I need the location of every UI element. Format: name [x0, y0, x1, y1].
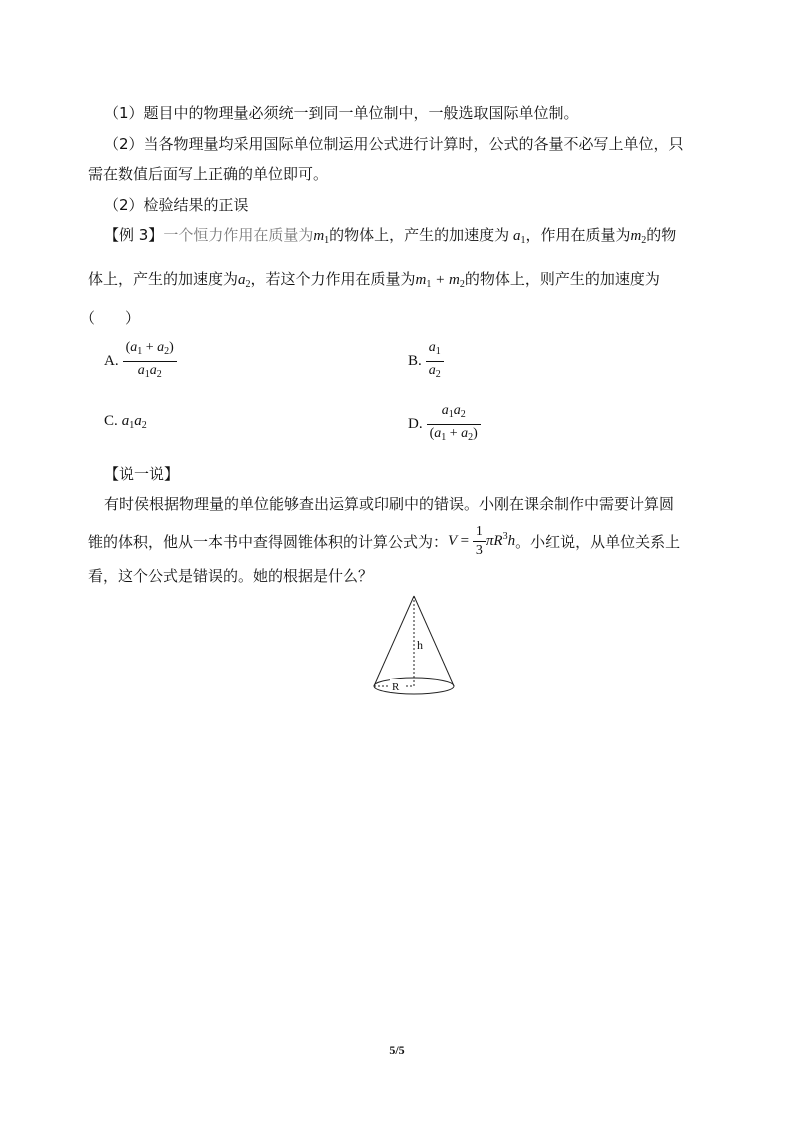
example-line-1 [104, 225, 676, 251]
page-number: 5/5 [389, 1043, 405, 1057]
example-text: 体上，产生的加速度为 [88, 270, 239, 288]
option-b-letter: B. [408, 353, 422, 369]
option-b-fraction: $\frac{a_1}{a_2}$ [426, 340, 444, 383]
example-text: 一个恒力作用在质量为 [163, 226, 314, 244]
talk-paragraph-line1: 有时侯根据物理量的单位能够查出运算或印刷中的错误。小刚在课余制作中需要计算圆 [104, 495, 675, 513]
cone-radius-label: R [392, 681, 400, 693]
example-text: ，作用在质量为 [525, 226, 631, 244]
paragraph-unit-system: （1）题目中的物理量必须统一到同一单位制中，一般选取国际单位制。 [104, 104, 579, 122]
option-c-expression: $a_1a_2$ [121, 413, 147, 431]
option-a-fraction: $\frac{(a_1 + a_2)}{a_1a_2}$ [123, 340, 177, 383]
mass-sum: $m_1 + m_2$ [415, 272, 465, 290]
accel-a1: $a_1$ [512, 228, 526, 246]
paragraph-check-result: （2）检验结果的正误 [104, 196, 249, 214]
example-line-2 [88, 269, 660, 295]
mass-m1: $m_1$ [313, 228, 330, 246]
cone-left-edge [374, 596, 414, 686]
cone-volume-formula: V = $\frac{1}{3}$ $\pi R^3h$ [448, 524, 516, 558]
paragraph-si-units-line2: 需在数值后面写上正确的单位即可。 [88, 165, 329, 183]
option-a-letter: A. [104, 353, 119, 369]
talk-text: 锥的体积，他从一本书中查得圆锥体积的计算公式为： [88, 533, 449, 551]
example-text: ，若这个力作用在质量为 [250, 270, 416, 288]
option-d-fraction: $\frac{a_1a_2}{(a_1 + a_2)}$ [427, 403, 481, 446]
option-d-letter: D. [408, 416, 423, 432]
example-text: 的物体上，产生的加速度为 [329, 226, 510, 244]
talk-text: 。小红说，从单位关系上 [515, 533, 681, 551]
section-title-talk: 【说一说】 [104, 465, 180, 483]
option-d[interactable] [408, 403, 481, 446]
cone-height-label: h [417, 638, 423, 652]
option-a[interactable] [104, 340, 177, 383]
option-b[interactable] [408, 340, 444, 383]
example-text: 的物体上，则产生的加速度为 [464, 270, 660, 288]
answer-blank: （ ） [80, 309, 141, 327]
mass-m2: $m_2$ [630, 228, 647, 246]
accel-a2: $a_2$ [238, 272, 251, 290]
talk-paragraph-line2 [88, 524, 680, 559]
option-c-letter: C. [104, 413, 118, 429]
cone-figure [368, 592, 464, 704]
option-c[interactable] [104, 410, 147, 436]
example-label: 【例 3】 [104, 226, 164, 244]
paragraph-si-units-line1: （2）当各物理量均采用国际单位制运用公式进行计算时，公式的各量不必写上单位，只 [104, 135, 684, 153]
talk-paragraph-line3: 看，这个公式是错误的。她的根据是什么？ [88, 567, 374, 585]
example-text: 的物 [646, 226, 677, 244]
